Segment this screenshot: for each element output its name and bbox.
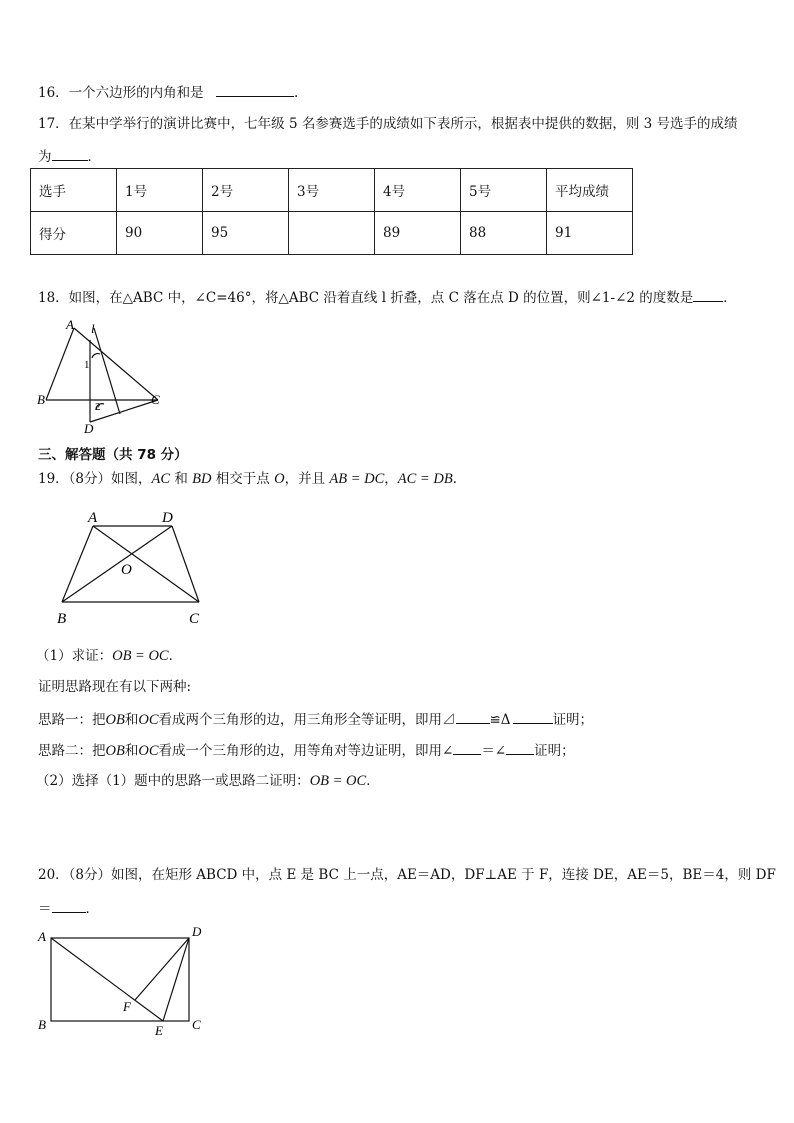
q20-tail: ．: [85, 901, 99, 917]
fig20-label-B: B: [38, 1017, 46, 1032]
q19-idea2-b: 看成一个三角形的边，用等角对等边证明，即用∠: [158, 743, 454, 759]
q19-idea2-c: ＝∠: [481, 743, 507, 759]
q19-idea2-d: 证明；: [534, 743, 575, 759]
q19-idea1-blank1[interactable]: [456, 709, 490, 724]
q19-idea2: [38, 740, 575, 760]
q19-idea2-OB: OB: [105, 743, 125, 759]
q16-text: 16．一个六边形的内角和是: [38, 85, 204, 101]
q19-line: [38, 470, 466, 488]
fig20-label-C: C: [192, 1017, 201, 1032]
q19-idea1-OB: OB: [105, 712, 125, 728]
table-row: [31, 169, 633, 212]
fig19-label-D: D: [162, 510, 173, 526]
fig20-label-D: D: [192, 924, 202, 939]
q19-intro-a: 19．（8分）如图，: [38, 471, 152, 487]
score-table: [30, 168, 633, 255]
q19-idea2-a: 思路二：把: [38, 743, 106, 759]
q19-period: ．: [452, 471, 467, 487]
q20-line1: 20．（8分）如图，在矩形 ABCD 中，点 E 是 BC 上一点，AE＝AD，DF⊥AE 于 F，连接 DE，AE＝5，BE＝4，则 DF: [38, 867, 776, 883]
fig20-label-E: E: [155, 1023, 163, 1038]
table-cell: 91: [547, 212, 633, 255]
fig18-label-l: l: [91, 321, 95, 336]
q20-answer-blank[interactable]: [52, 898, 86, 913]
table-row: [31, 212, 633, 255]
table-header-cell: 2号: [203, 169, 289, 212]
q19-idea2-blank1[interactable]: [453, 740, 481, 755]
q19-idea2-blank2[interactable]: [506, 740, 534, 755]
q19-figure: [54, 506, 210, 630]
table-cell: 89: [375, 212, 461, 255]
q19-idea1-he: 和: [124, 712, 139, 728]
q19-part2: [36, 772, 380, 790]
fig18-label-A: A: [66, 318, 74, 332]
q18-text: 18．如图，在△ABC 中，∠C=46°，将△ABC 沿着直线 l 折叠，点 C 落在点 D 的位置，则∠1-∠2 的度数是: [38, 290, 694, 306]
q17-prefix: 为: [38, 149, 52, 165]
fig18-label-D: D: [84, 421, 94, 436]
q17-line1: 17．在某中学举行的演讲比赛中，七年级 5 名参赛选手的成绩如下表所示，根据表中提供的数据，则 3 号选手的成绩: [38, 116, 738, 132]
table-header-cell: 选手: [31, 169, 117, 212]
q19-and: 和: [170, 471, 193, 487]
q19-ideas: 证明思路现在有以下两种:: [38, 679, 192, 695]
q18-answer-blank[interactable]: [693, 287, 723, 302]
table-cell-empty[interactable]: [289, 212, 375, 255]
fig19-label-A: A: [88, 510, 98, 526]
q20-prefix: ＝: [38, 901, 52, 917]
q20-figure: [34, 922, 214, 1042]
q19-AC: AC: [151, 471, 171, 487]
q19-intro-b: 相交于点: [211, 471, 275, 487]
q19-comma: ，: [384, 471, 398, 487]
q19-part2-end: ．: [366, 773, 380, 789]
q18-line: [38, 287, 737, 307]
table-header-cell: 4号: [375, 169, 461, 212]
table-cell: 95: [203, 212, 289, 255]
q17-tail: ．: [87, 149, 101, 165]
table-header-cell: 1号: [117, 169, 203, 212]
q19-O: O: [274, 471, 285, 487]
section-heading: 三、解答题（共 78 分）: [38, 447, 188, 463]
q19-idea1-b: 看成两个三角形的边，用三角形全等证明，即用⊿: [158, 712, 456, 728]
q19-part1: [36, 647, 182, 665]
q19-BD: BD: [192, 471, 212, 487]
q18-tail: ．: [723, 290, 737, 306]
q19-idea1-OC: OC: [138, 712, 159, 728]
table-cell: 88: [461, 212, 547, 255]
q19-intro-c: ，并且: [284, 471, 330, 487]
fig20-label-F: F: [123, 999, 131, 1014]
q19-idea2-OC: OC: [138, 743, 159, 759]
q19-part1-text: （1）求证：: [36, 648, 113, 664]
q19-eq1: AB = DC: [329, 471, 385, 487]
q19-part2-eq: OB = OC: [309, 773, 367, 789]
q19-idea1: [38, 709, 593, 729]
q16-tail: .: [293, 85, 299, 101]
q19-eq2: AC = DB: [397, 471, 453, 487]
fig19-label-O: O: [121, 562, 132, 578]
fig18-label-B: B: [37, 392, 45, 407]
q19-idea1-blank2[interactable]: [513, 709, 553, 724]
fig18-label-1: 1: [84, 359, 90, 371]
fig20-label-A: A: [38, 929, 46, 944]
q19-part1-end: ．: [168, 648, 183, 664]
q18-figure: [34, 318, 168, 436]
table-header-cell: 平均成绩: [547, 169, 633, 212]
fig19-label-C: C: [189, 611, 200, 627]
fig19-label-B: B: [57, 611, 67, 627]
q17-answer-blank[interactable]: [52, 146, 88, 161]
q20-line2: [38, 898, 99, 918]
fig18-label-C: C: [151, 392, 160, 407]
table-cell: 得分: [31, 212, 117, 255]
q19-idea1-a: 思路一：把: [38, 712, 106, 728]
q17-line2: [38, 146, 101, 166]
q19-idea2-he: 和: [124, 743, 139, 759]
fig18-label-2: 2: [95, 401, 101, 413]
q19-idea1-c: ≌Δ: [489, 712, 511, 728]
q19-idea1-d: 证明；: [552, 712, 594, 728]
table-header-cell: 3号: [289, 169, 375, 212]
table-cell: 90: [117, 212, 203, 255]
q16-answer-blank[interactable]: [216, 82, 294, 97]
table-header-cell: 5号: [461, 169, 547, 212]
q16-line: [38, 82, 298, 102]
q19-part1-eq: OB = OC: [112, 648, 169, 664]
q19-part2-text: （2）选择（1）题中的思路一或思路二证明：: [36, 773, 310, 789]
